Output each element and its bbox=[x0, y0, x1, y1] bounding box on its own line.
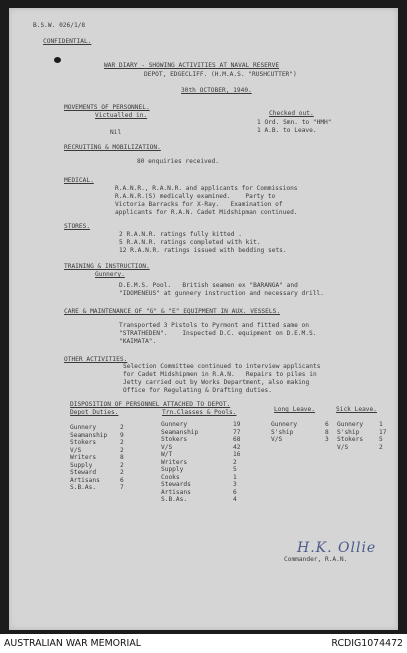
disposition-category: Cooks bbox=[161, 473, 180, 481]
disposition-row bbox=[337, 444, 392, 452]
disposition-count: 5 bbox=[379, 436, 383, 443]
disposition-category: Seamanship bbox=[161, 428, 199, 436]
disposition-count: 6 bbox=[120, 476, 124, 484]
title-line-1: WAR DIARY - SHOWING ACTIVITIES AT NAVAL RESERVE bbox=[104, 62, 280, 69]
medical-line-1: R.A.N.R., R.A.N.R. and applicants for Commissions bbox=[115, 185, 298, 192]
disposition-count: 1 bbox=[379, 421, 383, 428]
long-leave-list bbox=[271, 421, 331, 444]
disposition-row bbox=[271, 421, 331, 429]
sick-leave-label: Sick Leave. bbox=[336, 406, 377, 413]
disposition-row bbox=[337, 421, 392, 429]
disposition-category: Writers bbox=[70, 454, 97, 461]
disposition-row bbox=[161, 459, 249, 467]
disposition-count: 8 bbox=[325, 428, 329, 436]
disposition-count: 7 bbox=[120, 484, 124, 491]
care-line-2: "STRATHEDEN". Inspected D.C. equipment on D.E.M.S. bbox=[119, 330, 317, 337]
stores-line-3: 12 R.A.N.R. ratings issued with bedding sets. bbox=[119, 247, 287, 254]
disposition-count: 5 bbox=[233, 466, 237, 473]
disposition-row bbox=[161, 451, 249, 459]
disposition-count: 2 bbox=[120, 469, 124, 476]
disposition-category: Gunnery bbox=[70, 424, 97, 431]
disposition-count: 2 bbox=[120, 424, 124, 431]
disposition-count: 3 bbox=[233, 481, 237, 488]
classification: CONFIDENTIAL. bbox=[43, 38, 92, 45]
victualled-label: Victualled in. bbox=[95, 112, 148, 119]
disposition-category: Artisans bbox=[70, 476, 100, 484]
long-leave-label: Long Leave. bbox=[274, 406, 315, 413]
disposition-category: S.B.As. bbox=[161, 496, 188, 503]
disposition-category: Gunnery bbox=[337, 421, 364, 428]
disposition-row bbox=[161, 489, 249, 497]
disposition-category: Stewards bbox=[161, 481, 191, 488]
disposition-count: 19 bbox=[233, 421, 241, 428]
disposition-count: 68 bbox=[233, 436, 241, 443]
disposition-row bbox=[70, 432, 140, 440]
disposition-row bbox=[161, 429, 249, 437]
movements-heading: MOVEMENTS OF PERSONNEL. bbox=[64, 104, 150, 111]
disposition-row bbox=[161, 496, 249, 504]
depot-duties-label: Depot Duties. bbox=[70, 409, 119, 416]
disposition-row bbox=[70, 447, 140, 455]
medical-heading: MEDICAL. bbox=[64, 177, 94, 184]
disposition-count: 4 bbox=[233, 496, 237, 503]
document-page bbox=[9, 8, 398, 630]
disposition-heading: DISPOSITION OF PERSONNEL ATTACHED TO DEPOT. bbox=[70, 401, 231, 408]
disposition-count: 6 bbox=[325, 421, 329, 428]
trn-classes-list bbox=[161, 421, 249, 504]
disposition-row bbox=[70, 477, 140, 485]
recruiting-text: 80 enquiries received. bbox=[137, 158, 219, 165]
disposition-row bbox=[271, 436, 331, 444]
disposition-count: 16 bbox=[233, 451, 241, 458]
archive-name: AUSTRALIAN WAR MEMORIAL bbox=[4, 638, 141, 649]
disposition-category: Artisans bbox=[161, 488, 191, 496]
disposition-count: 8 bbox=[120, 454, 124, 461]
file-reference: B.S.W. 026/1/8 bbox=[33, 22, 86, 29]
other-heading: OTHER ACTIVITIES. bbox=[64, 356, 128, 363]
disposition-row bbox=[70, 469, 140, 477]
trn-classes-label: Trn.Classes & Pools. bbox=[162, 409, 237, 416]
disposition-count: 1 bbox=[233, 473, 237, 481]
disposition-count: 9 bbox=[120, 431, 124, 439]
training-line-2: "IDOMENEUS" at gunnery instruction and necessary drill. bbox=[119, 290, 324, 297]
training-line-1: D.E.M.S. Pool. British seamen ex "BARANGA" and bbox=[119, 282, 298, 289]
disposition-row bbox=[70, 462, 140, 470]
medical-line-3: Victoria Barracks for X-Ray. Examination of bbox=[115, 201, 283, 208]
disposition-category: V/S bbox=[271, 436, 283, 443]
disposition-category: Gunnery bbox=[161, 421, 188, 428]
disposition-category: V/S bbox=[161, 443, 173, 451]
disposition-row bbox=[161, 481, 249, 489]
training-subheading: Gunnery. bbox=[95, 271, 125, 278]
disposition-count: 2 bbox=[120, 461, 124, 469]
other-line-1: Selection Committee continued to interview applicants bbox=[123, 363, 321, 370]
disposition-row bbox=[70, 439, 140, 447]
training-heading: TRAINING & INSTRUCTION. bbox=[64, 263, 150, 270]
disposition-count: 2 bbox=[120, 439, 124, 446]
disposition-category: V/S bbox=[337, 443, 349, 451]
disposition-category: Writers bbox=[161, 458, 188, 466]
disposition-count: 2 bbox=[233, 458, 237, 466]
disposition-category: Gunnery bbox=[271, 421, 298, 428]
disposition-count: 3 bbox=[325, 436, 329, 443]
disposition-row bbox=[337, 429, 392, 437]
stores-line-2: 5 R.A.N.R. ratings completed with kit. bbox=[119, 239, 261, 246]
disposition-category: S'ship bbox=[337, 428, 360, 436]
disposition-count: 42 bbox=[233, 443, 241, 451]
document-date: 30th OCTOBER, 1940. bbox=[181, 87, 252, 94]
care-line-3: "KAIMATA". bbox=[119, 338, 157, 345]
other-line-2: for Cadet Midshipmen in R.A.N. Repairs to piles in bbox=[123, 371, 317, 378]
disposition-row bbox=[271, 429, 331, 437]
care-line-1: Transported 3 Pistols to Pyrmont and fitted same on bbox=[119, 322, 309, 329]
disposition-row bbox=[70, 484, 140, 492]
checked-line-2: 1 A.B. to Leave. bbox=[257, 127, 317, 134]
stores-line-1: 2 R.A.N.R. ratings fully kitted . bbox=[119, 231, 242, 238]
disposition-row bbox=[161, 474, 249, 482]
disposition-count: 2 bbox=[379, 443, 383, 451]
stores-heading: STORES. bbox=[64, 223, 91, 230]
sick-leave-list bbox=[337, 421, 392, 451]
disposition-row bbox=[70, 454, 140, 462]
disposition-category: S.B.As. bbox=[70, 484, 97, 491]
signatory-title: Commander, R.A.N. bbox=[284, 556, 348, 563]
disposition-category: Stokers bbox=[337, 436, 364, 443]
disposition-row bbox=[70, 424, 140, 432]
disposition-count: 17 bbox=[379, 428, 387, 436]
disposition-row bbox=[161, 436, 249, 444]
disposition-count: 2 bbox=[120, 446, 124, 454]
disposition-category: Supply bbox=[161, 466, 184, 473]
care-heading: CARE & MAINTENANCE OF "G" & "E" EQUIPMENT IN AUX. VESSELS. bbox=[64, 308, 281, 315]
checked-label: Checked out. bbox=[269, 110, 314, 117]
archive-id: RCDIG1074472 bbox=[331, 638, 403, 649]
medical-line-2: R.A.N.R.(S) medically examined. Party to bbox=[115, 193, 276, 200]
medical-line-4: applicants for R.A.N. Cadet Midshipman continued. bbox=[115, 209, 298, 216]
disposition-category: Seamanship bbox=[70, 431, 108, 439]
disposition-category: Supply bbox=[70, 461, 93, 469]
disposition-category: Stokers bbox=[70, 439, 97, 446]
disposition-category: W/T bbox=[161, 451, 173, 458]
depot-duties-list bbox=[70, 424, 140, 492]
title-line-2: DEPOT, EDGECLIFF. (H.M.A.S. "RUSHCUTTER") bbox=[144, 71, 297, 78]
other-line-4: Office for Regulating & Drafting duties. bbox=[123, 387, 273, 394]
disposition-count: 77 bbox=[233, 428, 241, 436]
disposition-category: V/S bbox=[70, 446, 82, 454]
disposition-category: Steward bbox=[70, 469, 97, 476]
disposition-row bbox=[161, 466, 249, 474]
checked-line-1: 1 Ord. Smn. to "HMH" bbox=[257, 119, 332, 126]
victualled-value: Nil bbox=[110, 129, 122, 136]
disposition-category: Stokers bbox=[161, 436, 188, 443]
disposition-category: S'ship bbox=[271, 428, 294, 436]
handwritten-signature: H.K. Ollie bbox=[297, 540, 377, 556]
disposition-count: 6 bbox=[233, 488, 237, 496]
punch-hole bbox=[54, 57, 61, 63]
recruiting-heading: RECRUITING & MOBILIZATION. bbox=[64, 144, 161, 151]
archive-footer bbox=[0, 634, 407, 653]
disposition-row bbox=[161, 444, 249, 452]
disposition-row bbox=[337, 436, 392, 444]
disposition-row bbox=[161, 421, 249, 429]
other-line-3: Jetty carried out by Works Department, also making bbox=[123, 379, 310, 386]
